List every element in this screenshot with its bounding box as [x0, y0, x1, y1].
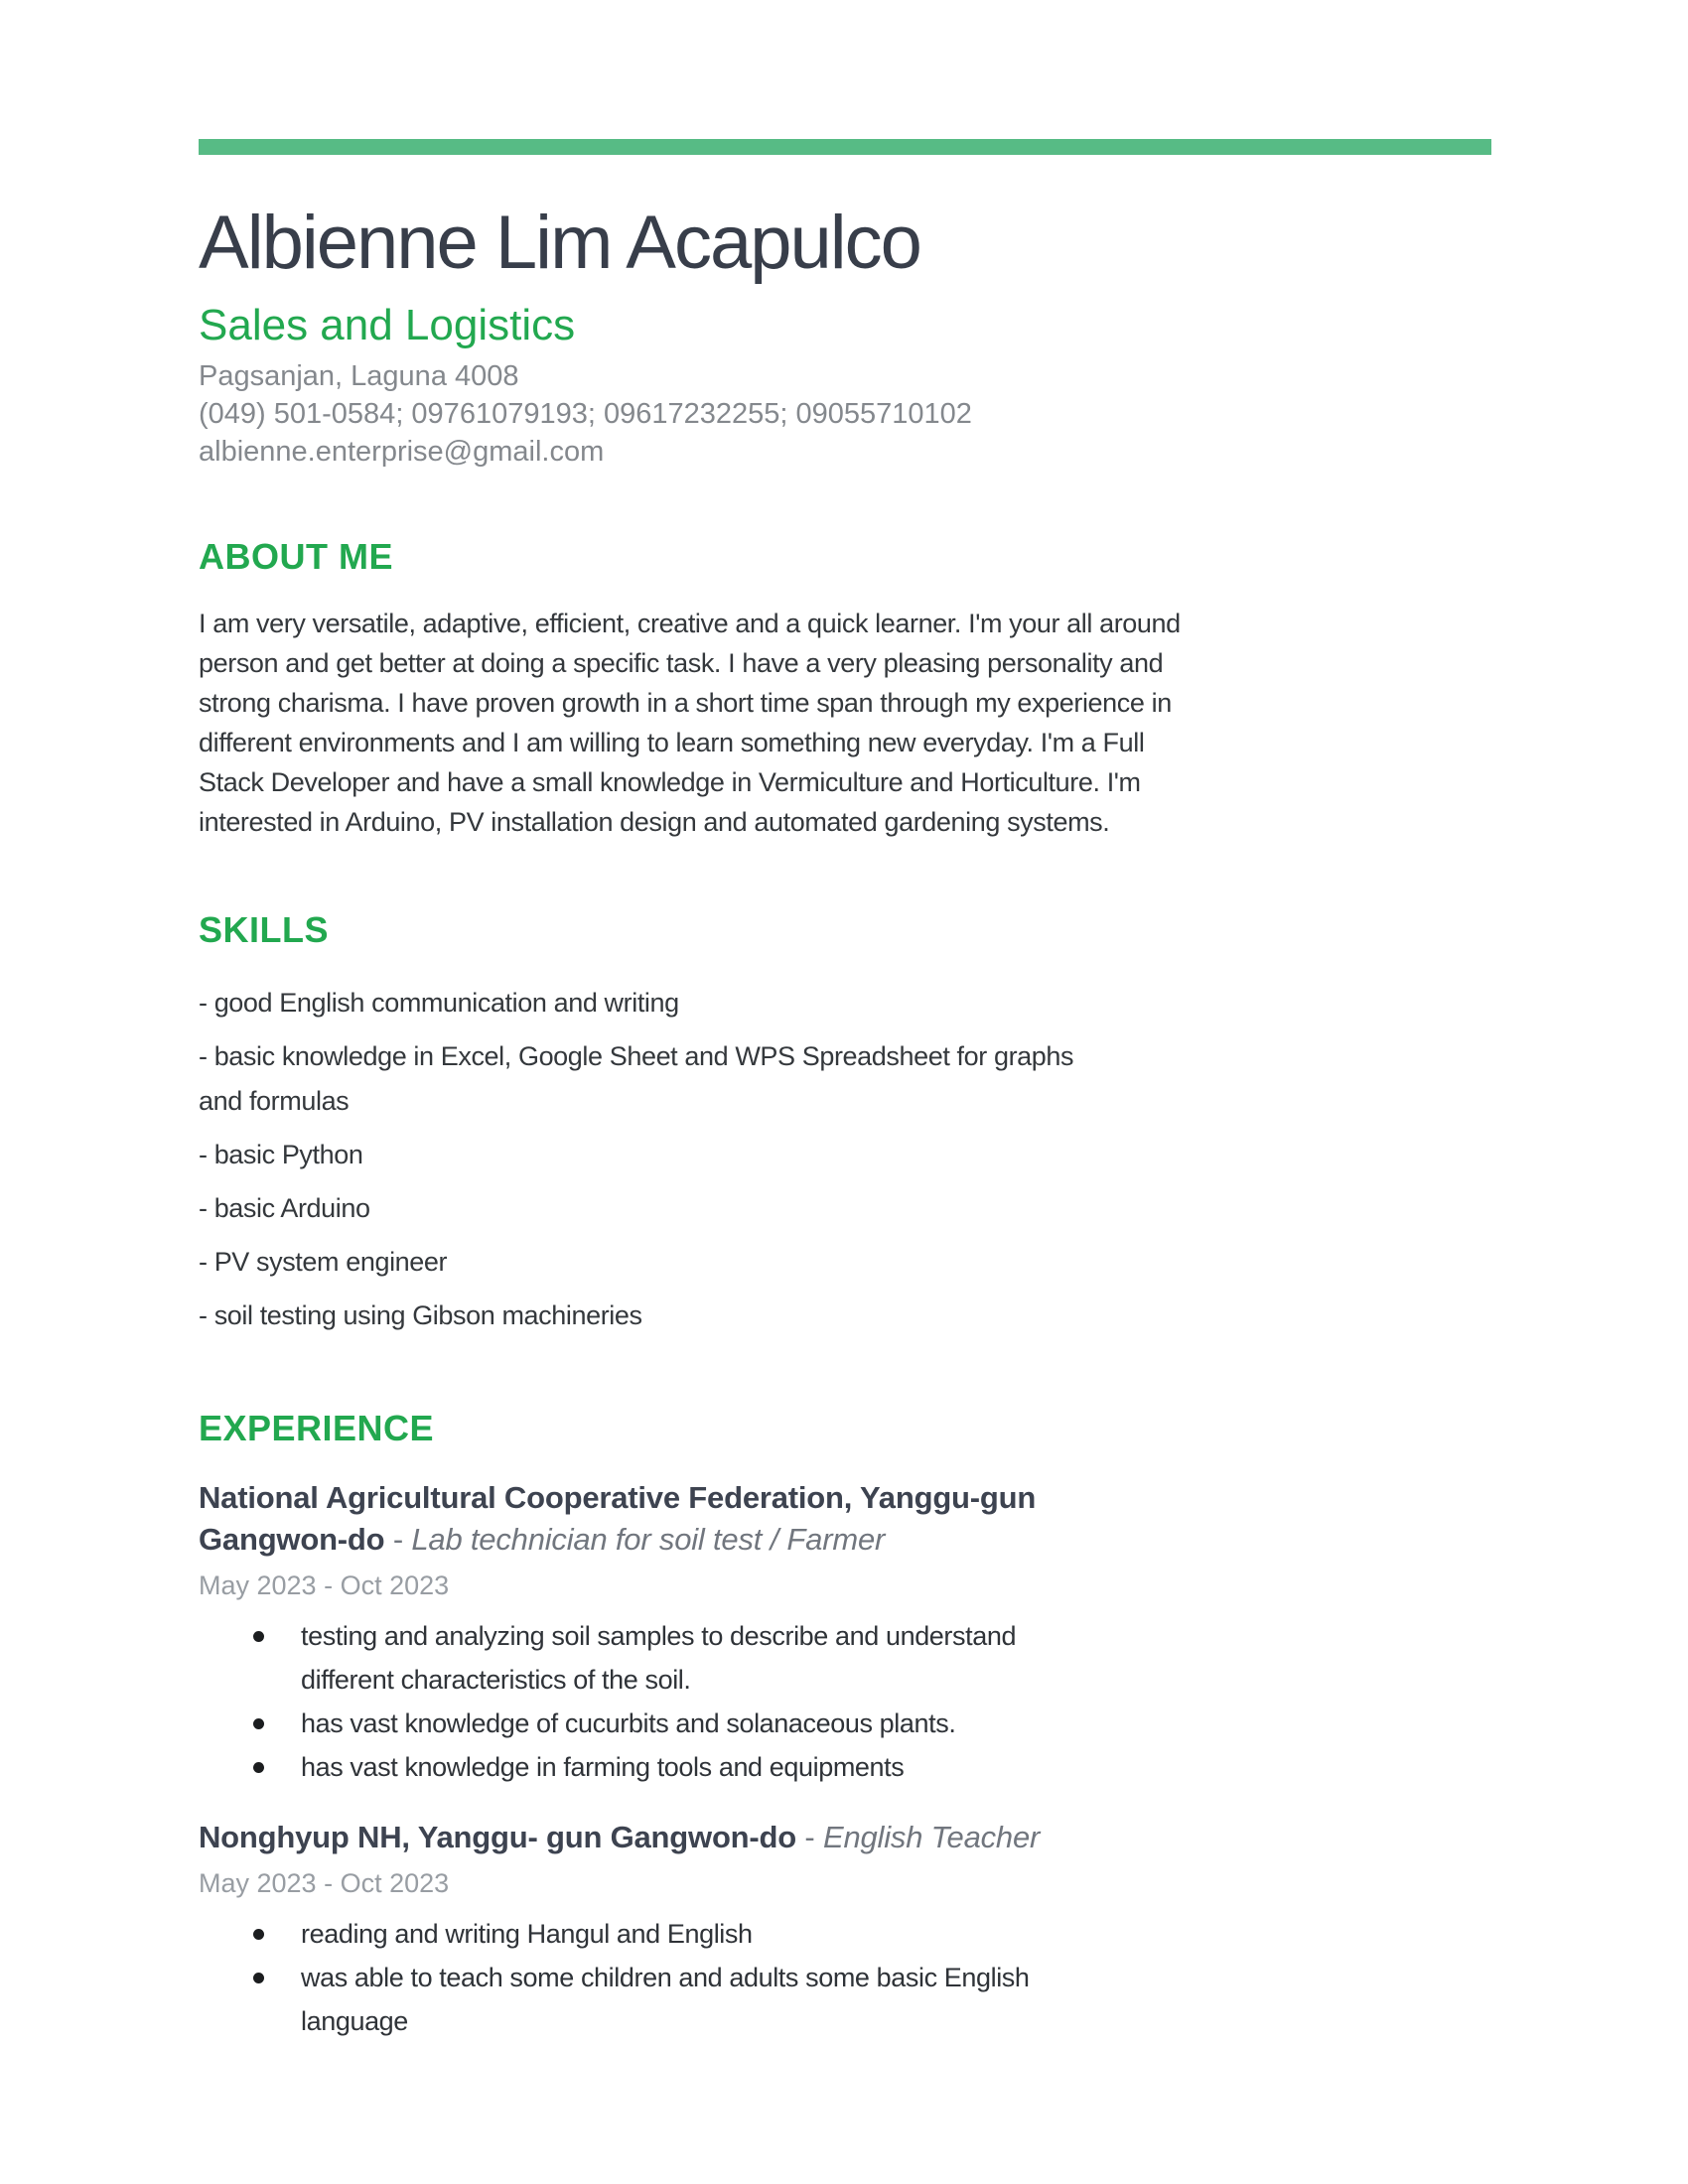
person-name: Albienne Lim Acapulco: [199, 201, 920, 285]
about-line: person and get better at doing a specific task. I have a very pleasing personality and: [199, 648, 1164, 678]
contact-block: [199, 357, 1491, 471]
about-line: strong charisma. I have proven growth in a short time span through my experience in: [199, 688, 1172, 718]
contact-email: albienne.enterprise@gmail.com: [199, 436, 605, 468]
skill-line: - PV system engineer: [199, 1247, 448, 1277]
about-line: interested in Arduino, PV installation design and automated gardening systems.: [199, 807, 1110, 837]
bullet-line: testing and analyzing soil samples to describe and understand: [301, 1621, 1017, 1651]
job-title-line: [199, 1519, 1491, 1561]
about-line: different environments and I am willing to learn something new everyday. I'm a Full: [199, 728, 1145, 757]
job-bullet: [301, 1745, 1214, 1789]
job-title-line: [199, 1477, 1491, 1519]
section-heading-about: ABOUT ME: [199, 536, 393, 577]
section-heading-experience: EXPERIENCE: [199, 1408, 435, 1448]
bullet-line: reading and writing Hangul and English: [301, 1919, 753, 1949]
job-bullet: [301, 1912, 1214, 1956]
bullet-line: was able to teach some children and adults some basic English: [301, 1963, 1030, 1992]
skill-line: - basic Arduino: [199, 1193, 370, 1223]
contact-address: Pagsanjan, Laguna 4008: [199, 360, 519, 392]
skill-item: [199, 981, 1491, 1025]
job-bullet-list: [199, 1912, 1491, 2043]
accent-bar: [199, 139, 1491, 155]
skill-line: - basic knowledge in Excel, Google Sheet and WPS Spreadsheet for graphs: [199, 1041, 1074, 1071]
skills-list: [199, 981, 1491, 1338]
contact-phones: (049) 501-0584; 09761079193; 09617232255; 09055710102: [199, 398, 972, 430]
skill-line: - basic Python: [199, 1140, 363, 1169]
resume-content: [199, 0, 1491, 2043]
skill-item: [199, 1294, 1491, 1338]
title-separator: -: [796, 1820, 823, 1854]
job-entry: [199, 1817, 1491, 2043]
skill-line: - good English communication and writing: [199, 988, 679, 1018]
about-line: Stack Developer and have a small knowledge in Vermiculture and Horticulture. I'm: [199, 767, 1141, 797]
bullet-line: different characteristics of the soil.: [301, 1665, 691, 1695]
job-role: English Teacher: [822, 1820, 1041, 1854]
title-separator: -: [384, 1522, 412, 1557]
about-paragraph: [199, 604, 1491, 842]
job-bullet-list: [199, 1614, 1491, 1789]
about-line: I am very versatile, adaptive, efficient, creative and a quick learner. I'm your all around: [199, 609, 1181, 638]
company-name: Gangwon-do: [199, 1522, 385, 1557]
company-name: Nonghyup NH, Yanggu- gun Gangwon-do: [199, 1820, 797, 1854]
job-title-line: [199, 1817, 1491, 1858]
section-heading-skills: SKILLS: [199, 909, 330, 950]
job-dates: May 2023 - Oct 2023: [199, 1868, 450, 1898]
job-bullet: [301, 1614, 1214, 1702]
skill-item: [199, 1034, 1491, 1124]
company-name: National Agricultural Cooperative Federation, Yanggu-gun: [199, 1480, 1037, 1515]
job-role: Lab technician for soil test / Farmer: [411, 1522, 886, 1557]
bullet-line: language: [301, 2006, 408, 2036]
bullet-line: has vast knowledge in farming tools and equipments: [301, 1752, 905, 1782]
skill-line: - soil testing using Gibson machineries: [199, 1300, 642, 1330]
skill-item: [199, 1186, 1491, 1231]
job-bullet: [301, 1956, 1214, 2043]
job-title: [199, 1477, 1491, 1561]
job-dates: May 2023 - Oct 2023: [199, 1570, 450, 1600]
job-entry: [199, 1477, 1491, 1789]
bullet-line: has vast knowledge of cucurbits and solanaceous plants.: [301, 1708, 956, 1738]
skill-item: [199, 1133, 1491, 1177]
job-title: [199, 1817, 1491, 1858]
job-bullet: [301, 1702, 1214, 1745]
person-job-title: Sales and Logistics: [199, 301, 576, 349]
skill-item: [199, 1240, 1491, 1285]
skill-line: and formulas: [199, 1086, 350, 1116]
